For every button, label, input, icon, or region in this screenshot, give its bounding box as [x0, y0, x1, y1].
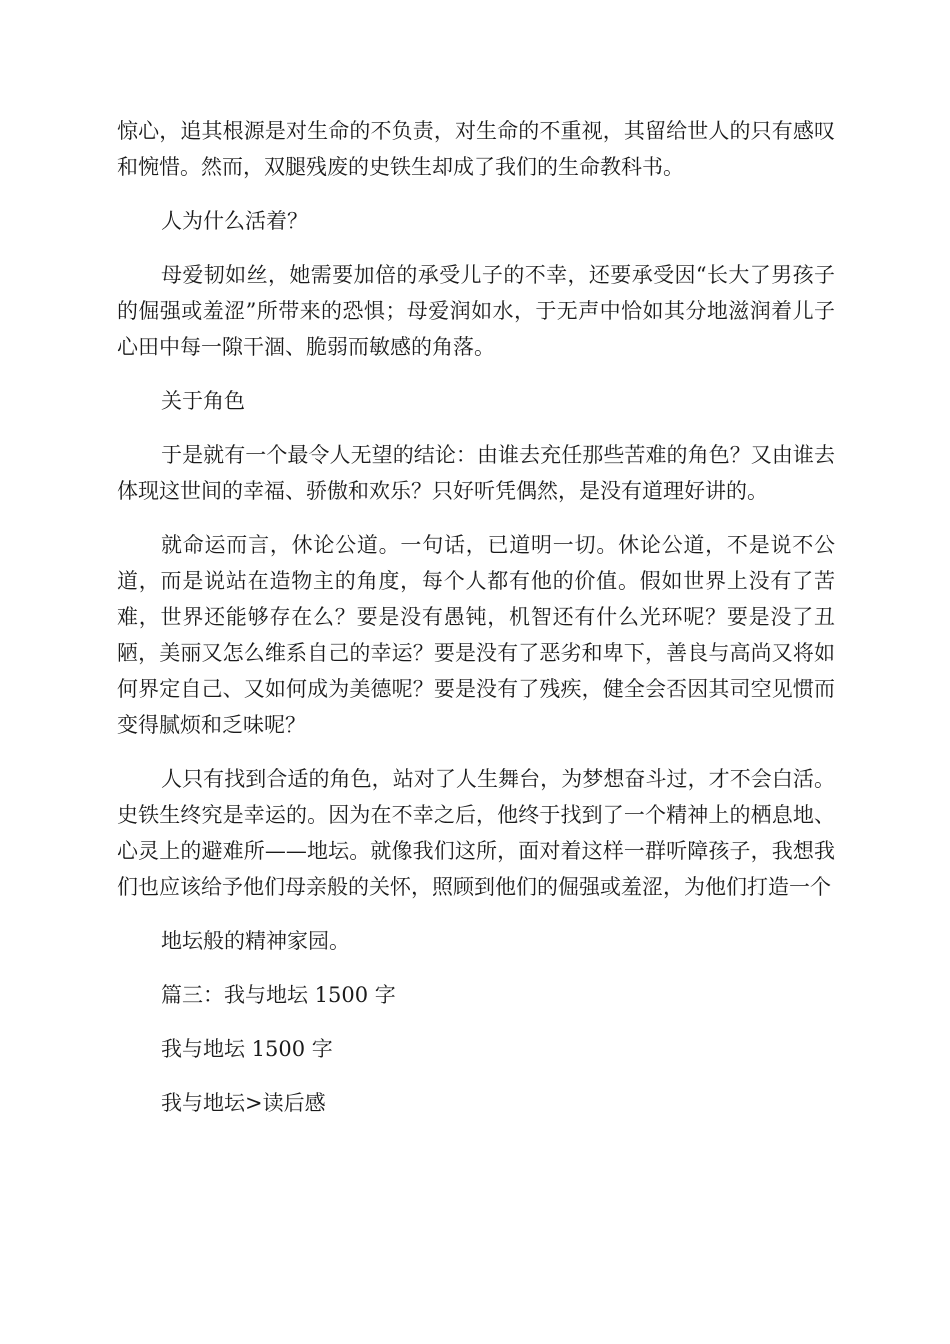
paragraph-spiritual-home: 地坛般的精神家园。 — [161, 929, 350, 953]
paragraph-section-three-title: 篇三：我与地坛 1500 字 — [161, 983, 396, 1007]
paragraph-heading-role: 关于角色 — [161, 389, 245, 413]
paragraph-heading-why-live: 人为什么活着？ — [161, 209, 308, 233]
paragraph-mother-love: 母爱韧如丝，她需要加倍的承受儿子的不幸，还要承受因“长大了男孩子的倔强或羞涩”所带来的恐惧；母爱润如水，于无声中恰如其分地滋润着儿子心田中每一隙干涸、脆弱而敏感的角落。 — [117, 263, 835, 359]
paragraph-continuation: 惊心，追其根源是对生命的不负责，对生命的不重视，其留给世人的只有感叹和惋惜。然而，双腿残废的史铁生却成了我们的生命教科书。 — [117, 119, 835, 179]
paragraph-fate: 就命运而言，休论公道。一句话，已道明一切。休论公道，不是说不公道，而是说站在造物主的角度，每个人都有他的价值。假如世界上没有了苦难，世界还能够存在么？要是没有愚钝，机智还有什么光环呢？要是没了丑陋，美丽又怎么维系自己的幸运？要是没有了恶劣和卑下，善良与高尚又将如何界定自己、又如何成为美德呢？要是没有了残疾，健全会否因其司空见惯而变得腻烦和乏味呢？ — [117, 533, 835, 737]
paragraph-conclusion: 于是就有一个最令人无望的结论：由谁去充任那些苦难的角色？又由谁去体现这世间的幸福、骄傲和欢乐？只好听凭偶然，是没有道理好讲的。 — [117, 443, 835, 503]
paragraph-right-role: 人只有找到合适的角色，站对了人生舞台，为梦想奋斗过，才不会白活。史铁生终究是幸运的。因为在不幸之后，他终于找到了一个精神上的栖息地、心灵上的避难所——地坛。就像我们这所，面对着这样一群听障孩子，我想我们也应该给予他们母亲般的关怀，照顾到他们的倔强或羞涩，为他们打造一个 — [117, 767, 835, 899]
document-body — [117, 113, 835, 1139]
paragraph-essay-title: 我与地坛 1500 字 — [161, 1037, 333, 1061]
paragraph-review-title: 我与地坛>读后感 — [161, 1091, 326, 1115]
